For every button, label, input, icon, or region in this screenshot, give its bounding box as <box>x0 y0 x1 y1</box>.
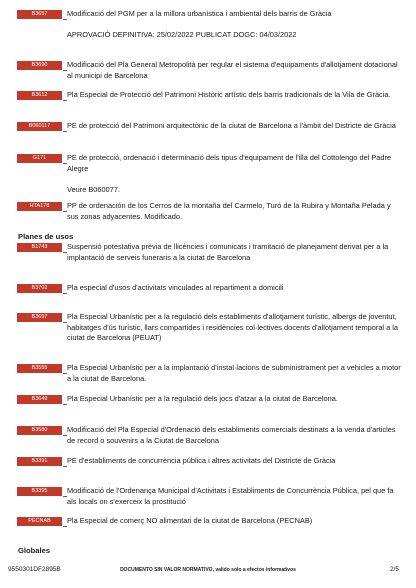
plan-description: Modificació del Pla Especial d'Ordenació dels establiments comercials destinats a la venda d'articles de record o souvenirs a la Ciutat de Barcelona <box>67 425 396 445</box>
plan-code-badge: B3649 <box>17 395 62 404</box>
plan-description: PE de protecció, ordenació i determinació dels tipus d'equipament de l'illa del Cottolengo del Padre Alegre Veure B060077. <box>67 153 392 194</box>
section-heading-globales: Globales <box>18 546 51 555</box>
plan-code-badge: B3555 <box>17 364 62 373</box>
plan-description: PE d'establiments de concurrència pública i altres activitats del Districte de Gràcia <box>67 456 336 465</box>
plan-code-badge: B060117 <box>17 122 62 131</box>
plan-code-badge: B3657 <box>17 10 62 19</box>
plan-description: Pla Especial Urbanístic per a la regulació dels jocs d'atzar a la ciutat de Barcelona. <box>67 394 338 403</box>
plan-code-badge: HTA178 <box>17 202 62 211</box>
section-heading-planes-de-usos: Planes de usos <box>18 232 74 241</box>
plan-code-badge: B3391 <box>17 457 62 466</box>
plan-description: Pla Especial de comerç NO alimentari de la ciutat de Barcelona (PECNAB) <box>67 516 313 525</box>
plan-code-badge: B3580 <box>17 426 62 435</box>
page-number: 2/5 <box>390 566 400 573</box>
plan-code-badge: B1743 <box>17 243 62 252</box>
plan-description: Pla Especial de Protecció del Patrimoni Històric artístic dels barris tradicionals de la Vila de Gràcia. <box>67 90 391 99</box>
plan-description: PP de ordenación de los Cerros de la montaña del Carmelo, Turó de la Rubira y Montaña Pelada y sus zonas adyacentes. Modificado. <box>67 201 391 221</box>
plan-description: Modificació del Pla General Metropolità per regular el sistema d'equipaments d'allotjament dotacional al municipi de Barcelona <box>67 60 398 80</box>
plan-code-badge: B3697 <box>17 313 62 322</box>
plan-code-badge: B3690 <box>17 61 62 70</box>
plan-code-badge: B3395 <box>17 487 62 496</box>
plan-description: PE de protecció del Patrimoni arquitectònic de la ciutat de Barcelona a l'àmbit del Districte de Gràcia <box>67 121 396 130</box>
legal-notice: DOCUMENTO SIN VALOR NORMATIVO, valido solo a efectos informativos <box>120 567 296 573</box>
plan-description: Pla Especial Urbanístic per a la regulació dels establiments d'allotjament turístic, albergs de joventut, habitatges d'ús turístic, llars compartides i residències col·lectives docents d'allotjament temporal a la ciutat de Barcelona (PEUAT) <box>67 312 399 343</box>
plan-code-badge: B3612 <box>17 91 62 100</box>
plan-description: Pla especial d'usos d'activitats vinculades al repartiment a domicili <box>67 283 284 292</box>
plan-description: Suspensió potestativa prèvia de llicències i comunicats i tramitació de planejament derivat per a la implantació de serveis funeraris a la ciutat de Barcelona <box>67 242 389 262</box>
plan-code-badge: G171 <box>17 154 62 163</box>
document-id: 9550301DF2895B <box>8 566 61 573</box>
plan-code-badge: PECNAB <box>17 517 62 526</box>
plan-description: Modificació del PGM per a la millora urbanística i ambiental dels barris de Gràcia APROVACIÓ DEFINITIVA: 25/02/2022 PUBLICAT DOGC: 04/03/2022 <box>67 9 332 40</box>
plan-code-badge: B3702 <box>17 284 62 293</box>
plan-description: Pla Especial Urbanístic per a la implantació d'instal·lacions de subministrament per a vehicles a motor a la ciutat de Barcelona. <box>67 363 401 383</box>
plan-description: Modificació de l'Ordenança Municipal d'Activitats i Establiments de Concurrència Pública, pel que fa als locals on s'exerceix la prostitució <box>67 486 394 506</box>
